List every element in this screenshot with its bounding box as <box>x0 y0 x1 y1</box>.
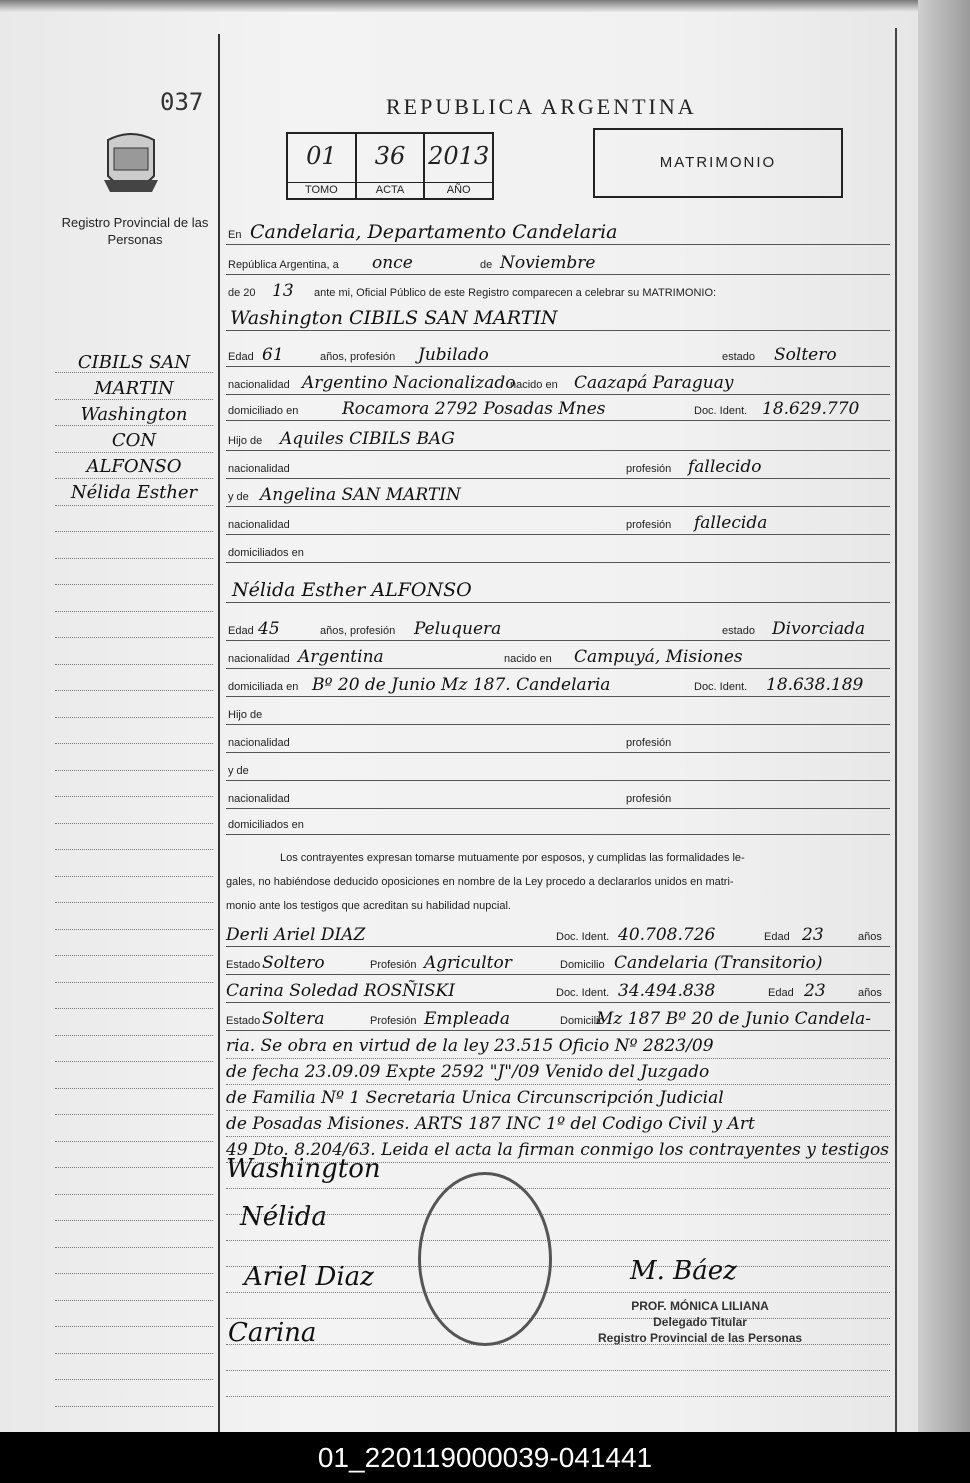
witness2-line <box>226 980 890 1003</box>
date-line <box>226 252 890 275</box>
margin-rule <box>55 399 213 400</box>
margin-rule <box>55 1300 213 1301</box>
witness1-profession: Agricultor <box>424 953 512 973</box>
tomo-label: TOMO <box>288 182 355 198</box>
groom-father-nat-line <box>226 456 890 479</box>
groom-father-profession: fallecido <box>688 457 762 477</box>
anio-cell <box>425 134 492 198</box>
witness1-doc: 40.708.726 <box>618 925 716 945</box>
acta-cell <box>357 134 426 198</box>
margin-rule <box>55 372 213 373</box>
label-profesion: profesión <box>626 793 672 805</box>
anio-value: 2013 <box>428 142 490 170</box>
label-profesion: Profesión <box>370 959 417 971</box>
groom-address-line <box>226 398 890 421</box>
witness1-address: Candelaria (Transitorio) <box>614 953 823 973</box>
label-domiciliado: domiciliado en <box>228 405 299 417</box>
label-edad: Edad <box>228 351 254 363</box>
witness2-status: Soltera <box>262 1009 325 1029</box>
groom-mother-profession: fallecida <box>694 513 768 533</box>
groom-mother-nat-line <box>226 512 890 535</box>
tomo-cell <box>288 134 357 198</box>
file-id-footer: 01_220119000039-041441 <box>0 1432 970 1483</box>
margin-rule <box>55 558 213 559</box>
margin-rule <box>55 1194 213 1195</box>
label-hijo: Hijo de <box>228 709 263 721</box>
margin-rule <box>55 1406 213 1407</box>
margin-rule <box>55 1326 213 1327</box>
notes-line-5: 49 Dto. 8.204/63. Leida el acta la firman conmigo los contrayentes y testigos <box>226 1140 890 1160</box>
stamp-line-1: PROF. MÓNICA LILIANA <box>631 1299 769 1313</box>
label-profesion: Profesión <box>370 1015 417 1027</box>
stamp-line-3: Registro Provincial de las Personas <box>598 1331 803 1345</box>
groom-status: Soltero <box>774 345 837 365</box>
day-value: once <box>372 253 413 273</box>
label-yde: y de <box>228 765 249 777</box>
notes-line-4: de Posadas Misiones. ARTS 187 INC 1º del Codigo Civil y Art <box>226 1114 755 1134</box>
official-seal <box>418 1172 552 1346</box>
label-doc: Doc. Ident. <box>556 931 610 943</box>
page-number: 037 <box>160 88 204 116</box>
bride-status: Divorciada <box>772 619 866 639</box>
witness2-address: Mz 187 Bº 20 de Junio Candela- <box>596 1009 872 1029</box>
groom-age-line <box>226 344 890 367</box>
bride-father-line <box>226 702 890 725</box>
label-domiciliados: domiciliados en <box>228 819 304 831</box>
groom-name: Washington CIBILS SAN MARTIN <box>230 307 558 329</box>
margin-line-3: Washington <box>80 404 188 425</box>
bride-age: 45 <box>258 619 280 639</box>
label-nacionalidad: nacionalidad <box>228 653 290 665</box>
margin-rule <box>55 478 213 479</box>
body-rule <box>226 1396 890 1397</box>
place-line <box>226 222 890 245</box>
label-nacido: nacido en <box>510 379 558 391</box>
page-shadow <box>0 0 970 12</box>
margin-divider <box>218 34 220 1432</box>
margin-rule <box>55 1247 213 1248</box>
label-profesion: años, profesión <box>320 625 396 637</box>
bride-doc: 18.638.189 <box>766 675 864 695</box>
margin-rule <box>55 982 213 983</box>
signature-2: Nélida <box>240 1202 327 1232</box>
label-republica: República Argentina, a <box>228 259 339 271</box>
label-profesion: profesión <box>626 737 672 749</box>
witness1-detail-line <box>226 952 890 975</box>
groom-doc: 18.629.770 <box>762 399 860 419</box>
groom-nat-line <box>226 372 890 395</box>
label-nacionalidad: nacionalidad <box>228 793 290 805</box>
declaration-line-3: monio ante los testigos que acreditan su habilidad nupcial. <box>226 900 511 912</box>
year-suffix-value: 13 <box>272 281 294 301</box>
margin-rule <box>55 929 213 930</box>
margin-rule <box>55 1088 213 1089</box>
signature-1: Washington <box>226 1154 381 1184</box>
body-rule <box>226 1084 890 1085</box>
witness2-name: Carina Soledad ROSÑISKI <box>226 981 455 1001</box>
bride-nat-line <box>226 646 890 669</box>
bride-address: Bº 20 de Junio Mz 187. Candelaria <box>312 675 611 695</box>
page-edge <box>918 0 970 1432</box>
groom-father: Aquiles CIBILS BAG <box>280 429 455 449</box>
declaration-line-1: Los contrayentes expresan tomarse mutuamente por esposos, y cumplidas las formalidades le- <box>280 852 745 864</box>
margin-rule <box>55 1035 213 1036</box>
bride-mother-nat-line <box>226 786 890 809</box>
label-doc: Doc. Ident. <box>694 681 748 693</box>
signature-4: Carina <box>228 1318 317 1348</box>
document-type-box: MATRIMONIO <box>593 128 843 198</box>
groom-birthplace: Caazapá Paraguay <box>574 373 734 393</box>
label-domiciliada: domiciliada en <box>228 681 299 693</box>
margin-rule <box>55 1379 213 1380</box>
bride-birthplace: Campuyá, Misiones <box>574 647 743 667</box>
margin-rule <box>55 611 213 612</box>
label-doc: Doc. Ident. <box>556 987 610 999</box>
bride-parents-address-line <box>226 812 890 835</box>
margin-rule <box>55 664 213 665</box>
witness1-name: Derli Ariel DIAZ <box>226 925 366 945</box>
bride-mother-line <box>226 758 890 781</box>
label-nacionalidad: nacionalidad <box>228 463 290 475</box>
margin-rule <box>55 425 213 426</box>
label-estado: estado <box>722 625 756 637</box>
body-rule <box>226 1136 890 1137</box>
country-title: REPUBLICA ARGENTINA <box>386 94 697 119</box>
groom-name-line <box>226 308 890 331</box>
bride-nationality: Argentina <box>298 647 384 667</box>
record-number-box <box>286 132 494 200</box>
label-de: de <box>480 259 493 271</box>
label-profesion: años, profesión <box>320 351 396 363</box>
groom-parents-address-line <box>226 540 890 563</box>
margin-line-6: Nélida Esther <box>70 482 198 503</box>
label-profesion: profesión <box>626 519 672 531</box>
label-domicilio: Domicilio <box>560 959 605 971</box>
groom-profession: Jubilado <box>418 345 489 365</box>
witness2-age: 23 <box>804 981 826 1001</box>
label-nacionalidad: nacionalidad <box>228 379 290 391</box>
body-rule <box>226 1370 890 1371</box>
label-yde: y de <box>228 491 249 503</box>
witness1-line <box>226 924 890 947</box>
label-anos: años <box>858 987 882 999</box>
registrar-stamp <box>598 1298 802 1346</box>
witness1-age: 23 <box>802 925 824 945</box>
margin-rule <box>55 717 213 718</box>
witness2-detail-line <box>226 1008 890 1031</box>
margin-line-4: CON <box>111 430 157 451</box>
body-rule <box>226 1110 890 1111</box>
acta-value: 36 <box>374 142 406 170</box>
signature-3: Ariel Diaz <box>244 1262 374 1292</box>
label-anos: años <box>858 931 882 943</box>
margin-rule <box>55 1114 213 1115</box>
margin-rule <box>55 876 213 877</box>
margin-rule <box>55 584 213 585</box>
groom-mother-line <box>226 484 890 507</box>
margin-rule <box>55 637 213 638</box>
label-estado: estado <box>722 351 756 363</box>
margin-line-1: CIBILS SAN <box>77 352 191 373</box>
margin-rule <box>55 902 213 903</box>
label-nacionalidad: nacionalidad <box>228 737 290 749</box>
witness2-doc: 34.494.838 <box>618 981 716 1001</box>
margin-rule <box>55 1273 213 1274</box>
label-doc: Doc. Ident. <box>694 405 748 417</box>
stamp-line-2: Delegado Titular <box>653 1315 747 1329</box>
margin-rule <box>55 505 213 506</box>
province-crest-icon <box>100 130 162 202</box>
margin-rule <box>55 743 213 744</box>
bride-name-line <box>226 580 890 603</box>
body-rule <box>226 1240 890 1241</box>
month-value: Noviembre <box>500 253 596 273</box>
bride-age-line <box>226 618 890 641</box>
notes-line-1: ria. Se obra en virtud de la ley 23.515 Oficio Nº 2823/09 <box>226 1036 714 1056</box>
margin-rule <box>55 690 213 691</box>
body-rule <box>226 1058 890 1059</box>
declaration-paragraph <box>226 846 890 918</box>
label-nacionalidad: nacionalidad <box>228 519 290 531</box>
margin-rule <box>55 823 213 824</box>
margin-rule <box>55 452 213 453</box>
label-domiciliados: domiciliados en <box>228 547 304 559</box>
label-de20: de 20 <box>228 287 256 299</box>
bride-profession: Peluquera <box>414 619 502 639</box>
groom-age: 61 <box>262 345 284 365</box>
margin-rule <box>55 1220 213 1221</box>
witness2-profession: Empleada <box>424 1009 511 1029</box>
groom-address: Rocamora 2792 Posadas Mnes <box>342 399 606 419</box>
acta-label: ACTA <box>357 182 424 198</box>
label-estado: Estado <box>226 1015 261 1027</box>
notes-line-2: de fecha 23.09.09 Expte 2592 "J"/09 Venido del Juzgado <box>226 1062 710 1082</box>
bride-name: Nélida Esther ALFONSO <box>232 579 472 601</box>
margin-rule <box>55 1008 213 1009</box>
body-rule <box>226 1292 890 1293</box>
margin-rule <box>55 1141 213 1142</box>
margin-rule <box>55 1061 213 1062</box>
margin-rule <box>55 1353 213 1354</box>
registrar-signature: M. Báez <box>630 1256 737 1286</box>
groom-father-line <box>226 428 890 451</box>
label-domicilio: Domicilio <box>560 1015 605 1027</box>
body-rule <box>226 1188 890 1189</box>
margin-rule <box>55 849 213 850</box>
declaration-line-2: gales, no habiéndose deducido oposiciones en nombre de la Ley procedo a declararlos unidos en matri- <box>226 876 734 888</box>
label-nacido: nacido en <box>504 653 552 665</box>
tomo-value: 01 <box>306 142 337 170</box>
right-border <box>895 28 897 1432</box>
label-edad: Edad <box>764 931 790 943</box>
label-edad: Edad <box>228 625 254 637</box>
year-line <box>226 280 890 302</box>
label-ante: ante mi, Oficial Público de este Registro comparecen a celebrar su MATRIMONIO: <box>314 287 717 299</box>
bride-address-line <box>226 674 890 697</box>
place-value: Candelaria, Departamento Candelaria <box>250 221 618 243</box>
label-profesion: profesión <box>626 463 672 475</box>
margin-line-2: MARTIN <box>94 378 174 399</box>
margin-rule <box>55 1167 213 1168</box>
margin-rule <box>55 770 213 771</box>
margin-line-5: ALFONSO <box>86 456 182 477</box>
margin-rule <box>55 531 213 532</box>
margin-rule <box>55 955 213 956</box>
label-estado: Estado <box>226 959 261 971</box>
groom-nationality: Argentino Nacionalizado <box>302 373 516 393</box>
margin-rule <box>55 796 213 797</box>
groom-mother: Angelina SAN MARTIN <box>260 485 461 505</box>
label-edad: Edad <box>768 987 794 999</box>
bride-father-nat-line <box>226 730 890 753</box>
label-hijo: Hijo de <box>228 435 263 447</box>
label-en: En <box>228 229 242 241</box>
notes-line-3: de Familia Nº 1 Secretaria Unica Circunscripción Judicial <box>226 1088 724 1108</box>
witness1-status: Soltero <box>262 953 325 973</box>
registry-name: Registro Provincial de las Personas <box>61 215 209 247</box>
anio-label: AÑO <box>425 182 492 198</box>
